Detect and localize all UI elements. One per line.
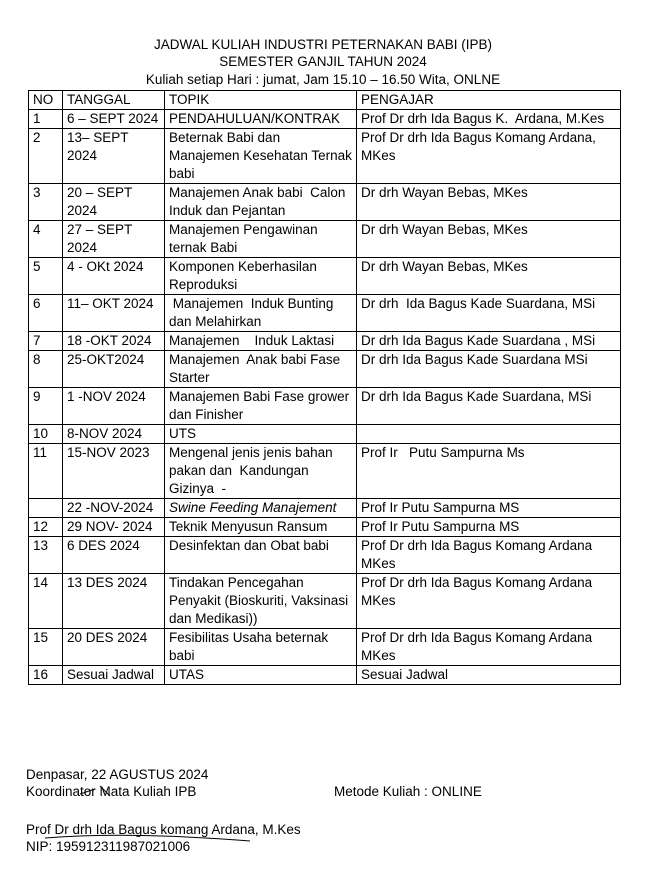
cell-pengajar: Dr drh Wayan Bebas, MKes	[357, 221, 621, 258]
table-row	[29, 221, 621, 258]
cell-pengajar: Dr drh Ida Bagus Kade Suardana , MSi	[357, 332, 621, 351]
cell-pengajar: Prof Dr drh Ida Bagus Komang Ardana MKes	[357, 574, 621, 629]
cell-topik: Komponen Keberhasilan Reproduksi	[165, 258, 357, 295]
table-row	[29, 666, 621, 685]
table-row	[29, 184, 621, 221]
coordinator-title: Koordinator Mata Kuliah IPB	[26, 784, 197, 799]
cell-no: 2	[29, 129, 63, 184]
coordinator-nip: NIP: 195912311987021006	[26, 839, 191, 854]
cell-pengajar: Dr drh Wayan Bebas, MKes	[357, 258, 621, 295]
cell-topik: UTAS	[165, 666, 357, 685]
cell-pengajar: Dr drh Wayan Bebas, MKes	[357, 184, 621, 221]
cell-no: 12	[29, 518, 63, 537]
cell-topik: Tindakan Pencegahan Penyakit (Bioskuriti, Vaksinasi dan Medikasi))	[165, 574, 357, 629]
table-row	[29, 388, 621, 425]
cell-topik: Desinfektan dan Obat babi	[165, 537, 357, 574]
cell-tanggal: 20 DES 2024	[63, 629, 165, 666]
cell-tanggal: 27 – SEPT 2024	[63, 221, 165, 258]
cell-tanggal: 20 – SEPT 2024	[63, 184, 165, 221]
coordinator-name: Prof Dr drh Ida Bagus komang Ardana, M.Kes	[26, 822, 301, 837]
cell-no: 1	[29, 110, 63, 129]
cell-tanggal: 8-NOV 2024	[63, 425, 165, 444]
cell-topik: Manajemen Anak babi Fase Starter	[165, 351, 357, 388]
cell-pengajar: Sesuai Jadwal	[357, 666, 621, 685]
semester-line: SEMESTER GANJIL TAHUN 2024	[219, 54, 427, 69]
header-no: NO	[29, 91, 63, 110]
cell-no: 11	[29, 444, 63, 499]
cell-topik: Manajemen Induk Bunting dan Melahirkan	[165, 295, 357, 332]
cell-no: 16	[29, 666, 63, 685]
cell-tanggal: 13 DES 2024	[63, 574, 165, 629]
cell-tanggal: 22 -NOV-2024	[63, 499, 165, 518]
cell-tanggal: 15-NOV 2023	[63, 444, 165, 499]
table-row	[29, 129, 621, 184]
cell-pengajar: Prof Dr drh Ida Bagus Komang Ardana MKes	[357, 629, 621, 666]
table-row	[29, 425, 621, 444]
cell-pengajar: Dr drh Ida Bagus Kade Suardana, MSi	[357, 295, 621, 332]
table-row	[29, 518, 621, 537]
table-row	[29, 258, 621, 295]
cell-tanggal: 6 – SEPT 2024	[63, 110, 165, 129]
cell-no	[29, 499, 63, 518]
cell-no: 14	[29, 574, 63, 629]
cell-no: 9	[29, 388, 63, 425]
table-row	[29, 295, 621, 332]
cell-no: 4	[29, 221, 63, 258]
cell-tanggal: 25-OKT2024	[63, 351, 165, 388]
table-row	[29, 499, 621, 518]
cell-pengajar: Prof Dr drh Ida Bagus Komang Ardana MKes	[357, 537, 621, 574]
cell-tanggal: 11– OKT 2024	[63, 295, 165, 332]
table-row	[29, 444, 621, 499]
cell-topik: Mengenal jenis jenis bahan pakan dan Kandungan Gizinya -	[165, 444, 357, 499]
cell-topik: Manajemen Pengawinan ternak Babi	[165, 221, 357, 258]
cell-topik: UTS	[165, 425, 357, 444]
cell-tanggal: 18 -OKT 2024	[63, 332, 165, 351]
table-row	[29, 574, 621, 629]
table-row	[29, 351, 621, 388]
table-row	[29, 332, 621, 351]
cell-topik: Teknik Menyusun Ransum	[165, 518, 357, 537]
document-title: JADWAL KULIAH INDUSTRI PETERNAKAN BABI (IPB)	[153, 37, 493, 52]
cell-tanggal: 1 -NOV 2024	[63, 388, 165, 425]
cell-tanggal: 13– SEPT 2024	[63, 129, 165, 184]
cell-topik: Beternak Babi dan Manajemen Kesehatan Ternak babi	[165, 129, 357, 184]
cell-topik: PENDAHULUAN/KONTRAK	[165, 110, 357, 129]
cell-no: 7	[29, 332, 63, 351]
cell-pengajar	[357, 425, 621, 444]
cell-pengajar: Prof Dr drh Ida Bagus K. Ardana, M.Kes	[357, 110, 621, 129]
cell-pengajar: Prof Ir Putu Sampurna MS	[357, 518, 621, 537]
cell-topik: Swine Feeding Manajement	[165, 499, 357, 518]
schedule-table	[28, 90, 621, 685]
header-pengajar: PENGAJAR	[357, 91, 621, 110]
cell-tanggal: 6 DES 2024	[63, 537, 165, 574]
cell-no: 15	[29, 629, 63, 666]
place-date: Denpasar, 22 AGUSTUS 2024	[26, 767, 209, 782]
header-tanggal: TANGGAL	[63, 91, 165, 110]
table-row	[29, 629, 621, 666]
cell-no: 3	[29, 184, 63, 221]
cell-pengajar: Prof Ir Putu Sampurna Ms	[357, 444, 621, 499]
table-row	[29, 537, 621, 574]
cell-no: 10	[29, 425, 63, 444]
cell-no: 5	[29, 258, 63, 295]
cell-topik: Manajemen Induk Laktasi	[165, 332, 357, 351]
cell-tanggal: 29 NOV- 2024	[63, 518, 165, 537]
table-row	[29, 110, 621, 129]
cell-pengajar: Dr drh Ida Bagus Kade Suardana, MSi	[357, 388, 621, 425]
cell-no: 6	[29, 295, 63, 332]
cell-no: 8	[29, 351, 63, 388]
cell-no: 13	[29, 537, 63, 574]
cell-pengajar: Dr drh Ida Bagus Kade Suardana MSi	[357, 351, 621, 388]
lecture-method: Metode Kuliah : ONLINE	[334, 784, 482, 799]
cell-topik: Fesibilitas Usaha beternak babi	[165, 629, 357, 666]
cell-tanggal: 4 - OKt 2024	[63, 258, 165, 295]
schedule-info: Kuliah setiap Hari : jumat, Jam 15.10 – 16.50 Wita, ONLNE	[145, 72, 501, 87]
cell-topik: Manajemen Anak babi Calon Induk dan Pejantan	[165, 184, 357, 221]
table-header-row	[29, 91, 621, 110]
header-topik: TOPIK	[165, 91, 357, 110]
cell-pengajar: Prof Ir Putu Sampurna MS	[357, 499, 621, 518]
cell-tanggal: Sesuai Jadwal	[63, 666, 165, 685]
cell-topik: Manajemen Babi Fase grower dan Finisher	[165, 388, 357, 425]
cell-pengajar: Prof Dr drh Ida Bagus Komang Ardana, MKes	[357, 129, 621, 184]
